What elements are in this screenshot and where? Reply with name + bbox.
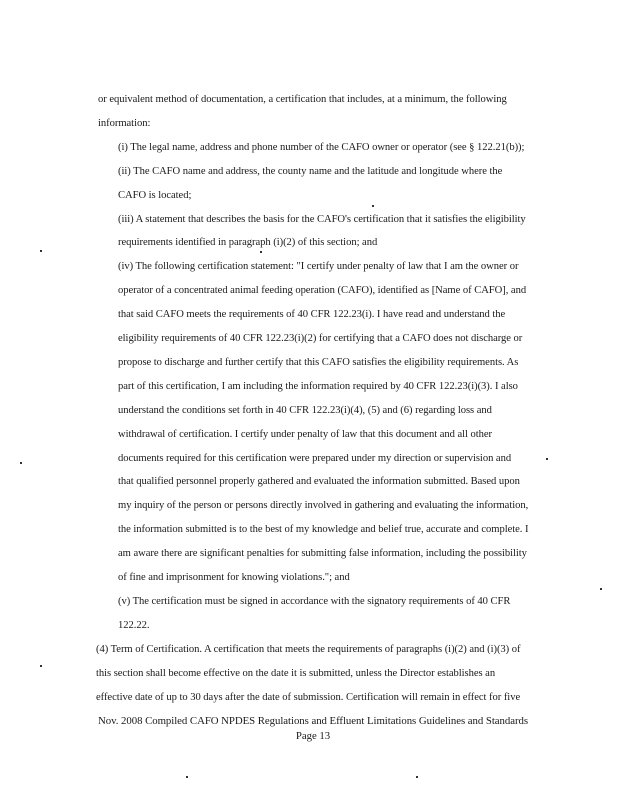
scan-speck	[40, 250, 42, 252]
text-line: the information submitted is to the best of my knowledge and belief true, accurate and complete. I	[118, 524, 529, 535]
text-line: eligibility requirements of 40 CFR 122.23(i)(2) for certifying that a CAFO does not discharge or	[118, 333, 523, 344]
text-line: effective date of up to 30 days after the date of submission. Certification will remain in effect for five	[96, 692, 521, 703]
text-line: part of this certification, I am including the information required by 40 CFR 122.23(i)(3). I also	[118, 381, 518, 392]
scan-speck	[416, 776, 418, 778]
text-line: understand the conditions set forth in 40 CFR 122.23(i)(4), (5) and (6) regarding loss and	[118, 405, 492, 416]
text-line: of fine and imprisonment for knowing violations."; and	[118, 572, 350, 583]
text-line: information:	[98, 118, 151, 129]
text-line: (iv) The following certification statement: "I certify under penalty of law that I am the owner or	[118, 261, 519, 272]
text-line: (v) The certification must be signed in accordance with the signatory requirements of 40 CFR	[118, 596, 511, 607]
text-line: (4) Term of Certification. A certification that meets the requirements of paragraphs (i)(2) and (i)(3) of	[96, 644, 521, 655]
text-line: operator of a concentrated animal feeding operation (CAFO), identified as [Name of CAFO], and	[118, 285, 527, 296]
text-line: withdrawal of certification. I certify under penalty of law that this document and all other	[118, 429, 492, 440]
text-line: or equivalent method of documentation, a certification that includes, at a minimum, the following	[98, 94, 507, 105]
text-line: this section shall become effective on the date it is submitted, unless the Director establishes an	[96, 668, 496, 679]
text-line: CAFO is located;	[118, 190, 192, 201]
text-line: am aware there are significant penalties for submitting false information, including the possibility	[118, 548, 527, 559]
text-line: documents required for this certification were prepared under my direction or supervision and	[118, 453, 512, 464]
scan-speck	[546, 458, 548, 460]
scan-speck	[20, 462, 22, 464]
page-footer: Nov. 2008 Compiled CAFO NPDES Regulations and Effluent Limitations Guidelines and Standards	[98, 715, 528, 727]
text-line: that qualified personnel properly gathered and evaluated the information submitted. Based upon	[118, 476, 520, 487]
text-line: that said CAFO meets the requirements of 40 CFR 122.23(i). I have read and understand the	[118, 309, 506, 320]
text-line: my inquiry of the person or persons directly involved in gathering and evaluating the information,	[118, 500, 529, 511]
scan-speck	[372, 205, 374, 207]
text-line: requirements identified in paragraph (i)(2) of this section; and	[118, 237, 378, 248]
text-line: 122.22.	[118, 620, 150, 631]
text-line: propose to discharge and further certify that this CAFO satisfies the eligibility requirements. As	[118, 357, 519, 368]
scan-speck	[260, 251, 262, 253]
scan-speck	[186, 776, 188, 778]
text-line: (iii) A statement that describes the basis for the CAFO's certification that it satisfies the eligibility	[118, 214, 526, 225]
page-number: Page 13	[295, 730, 331, 742]
text-line: (ii) The CAFO name and address, the county name and the latitude and longitude where the	[118, 166, 503, 177]
scan-speck	[600, 588, 602, 590]
text-line: (i) The legal name, address and phone number of the CAFO owner or operator (see § 122.21(b));	[118, 142, 525, 153]
scan-speck	[40, 665, 42, 667]
